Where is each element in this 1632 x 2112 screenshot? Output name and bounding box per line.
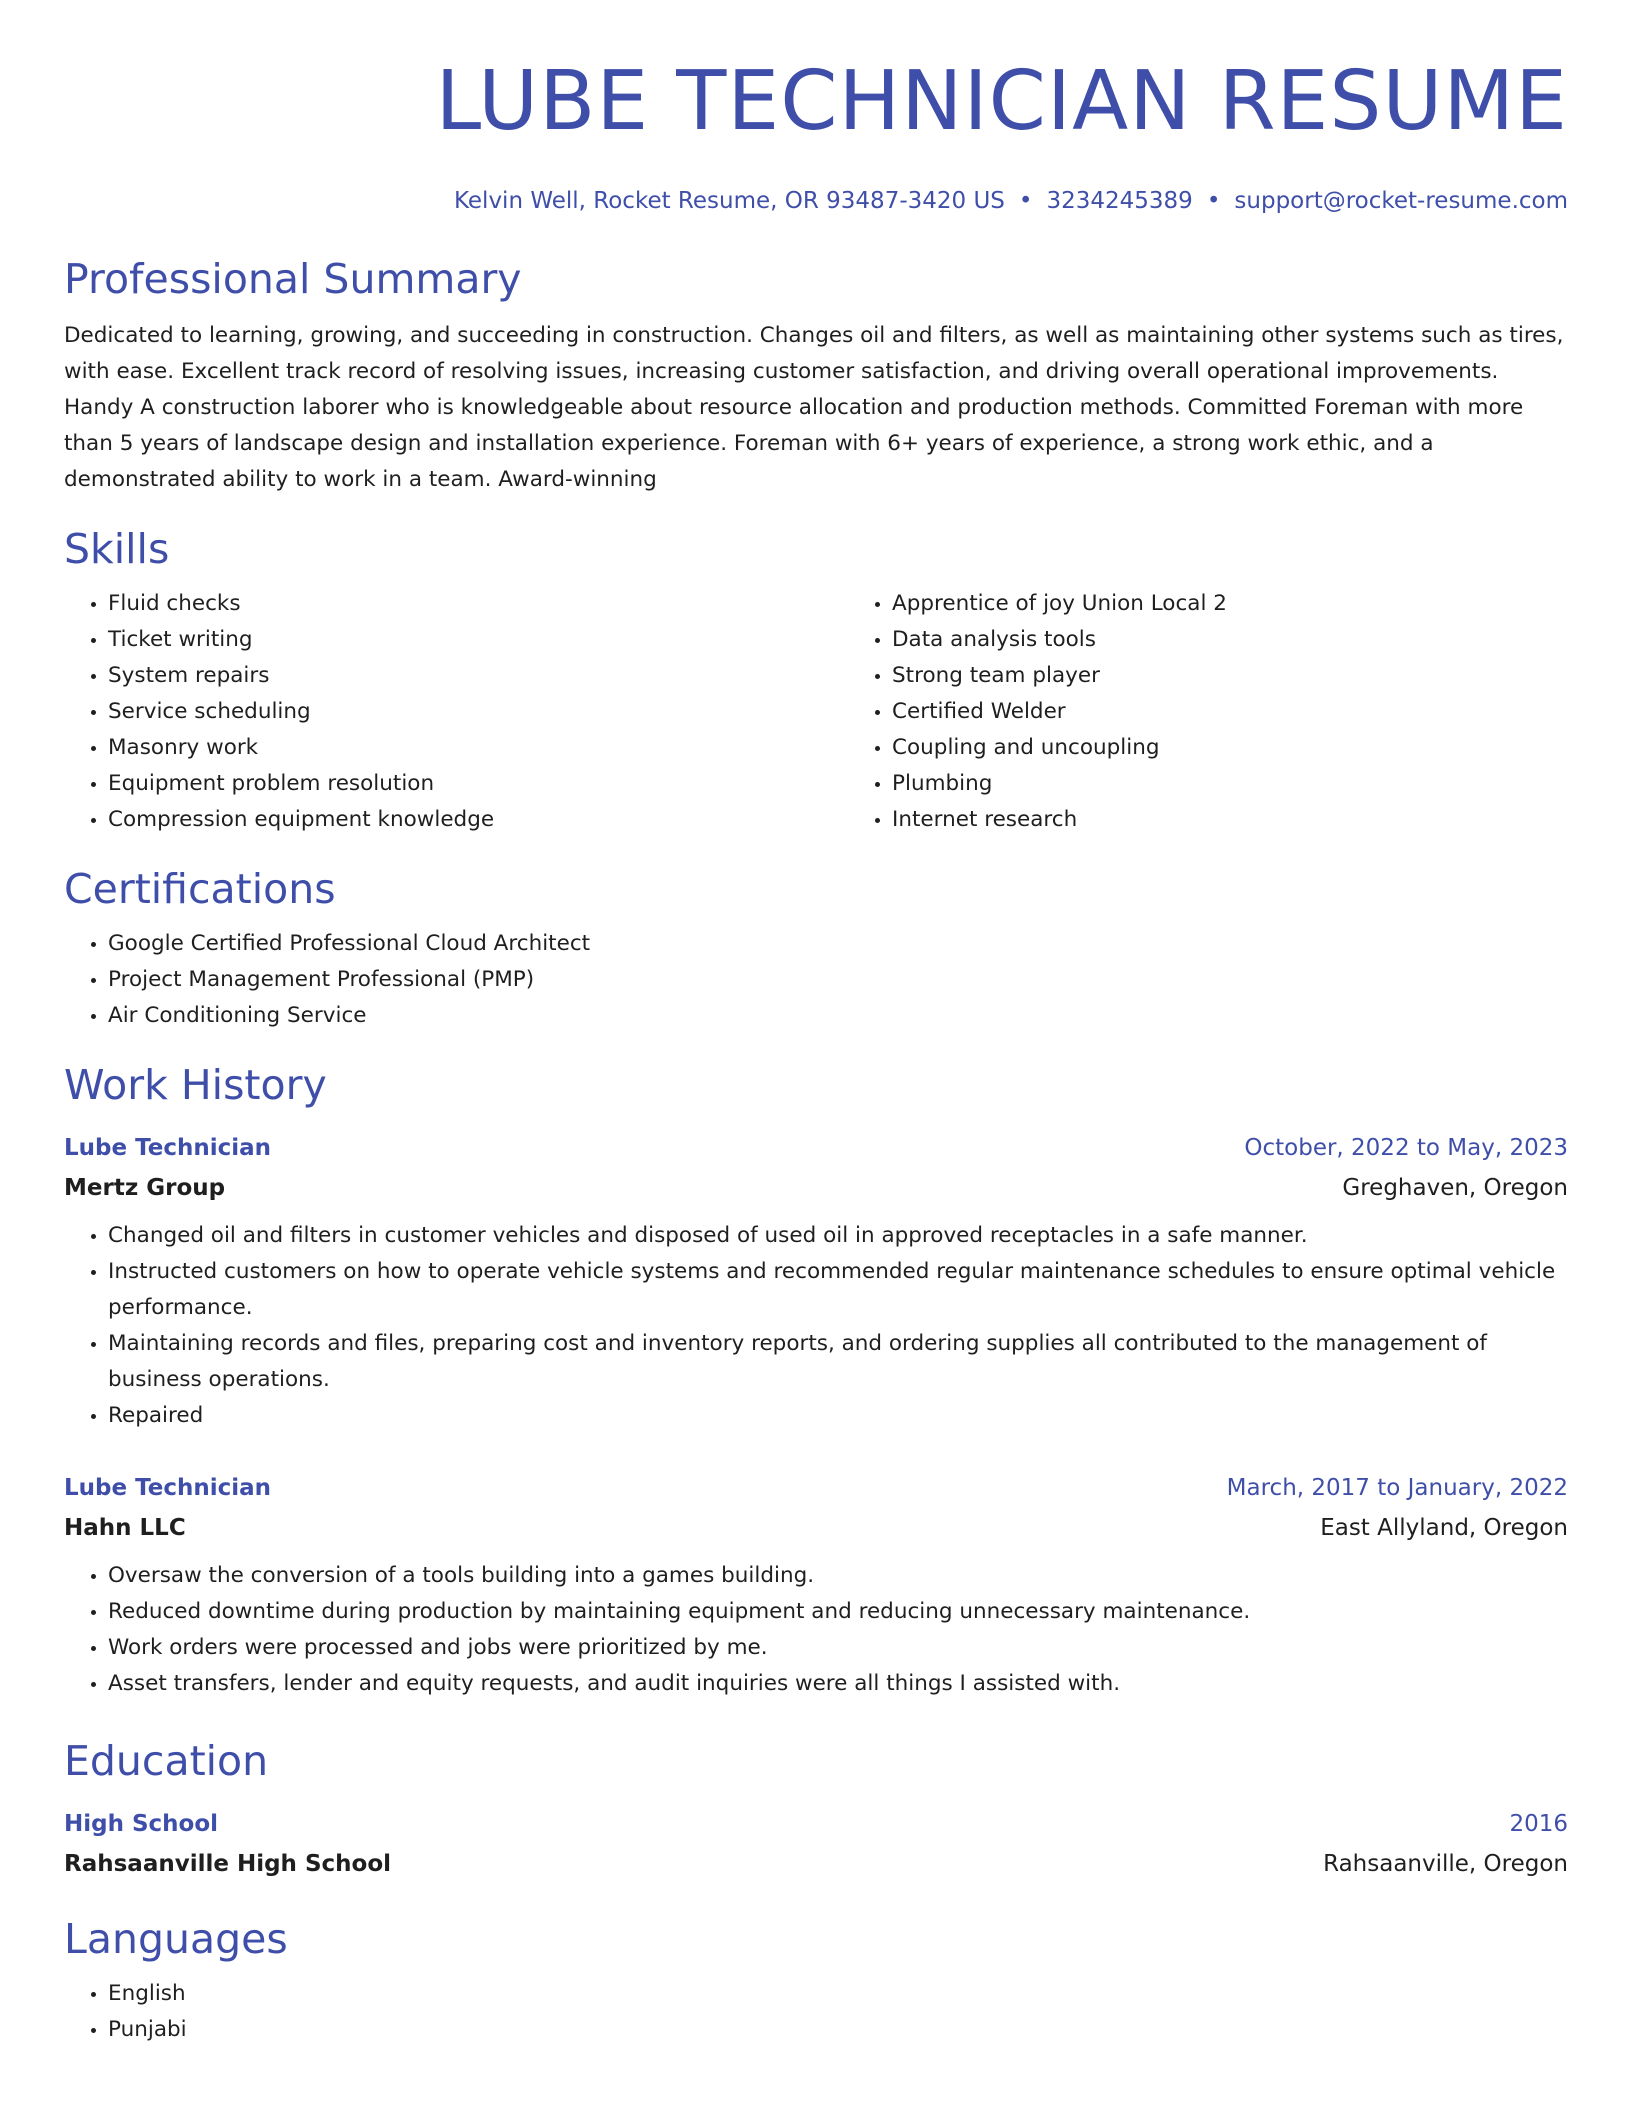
job-company-row (64, 1168, 1568, 1208)
job-entry (64, 1468, 1568, 1702)
resume-title: LUBE TECHNICIAN RESUME (435, 54, 1568, 149)
education-heading: Education (64, 1737, 269, 1785)
job-location: East Allyland, Oregon (1320, 1515, 1568, 1541)
skill-item: • Coupling and uncoupling (892, 730, 1632, 766)
languages-heading: Languages (64, 1915, 288, 1963)
skill-item: • Fluid checks (108, 586, 848, 622)
job-duties-list (64, 1558, 1568, 1702)
job-company: Hahn LLC (64, 1515, 186, 1541)
contact-line (64, 186, 1568, 216)
work-history-heading: Work History (64, 1061, 327, 1109)
language-item: • English (108, 1976, 1568, 2012)
job-header-row (64, 1128, 1568, 1168)
job-duty: • Reduced downtime during production by maintaining equipment and reducing unnecessary maintenance. (108, 1594, 1568, 1630)
skill-item: • Apprentice of joy Union Local 2 (892, 586, 1632, 622)
job-company-row (64, 1508, 1568, 1548)
education-school: Rahsaanville High School (64, 1851, 391, 1877)
education-header-row (64, 1804, 1568, 1844)
job-duty: • Instructed customers on how to operate vehicle systems and recommended regular maintenance schedules to ensure optimal vehicle performance. (108, 1254, 1568, 1326)
certifications-heading: Certifications (64, 865, 336, 913)
job-header-row (64, 1468, 1568, 1508)
certification-item: • Google Certified Professional Cloud Architect (108, 926, 1568, 962)
certifications-list (64, 926, 1568, 1034)
skill-item: • Internet research (892, 802, 1632, 838)
languages-list (64, 1976, 1568, 2048)
summary-heading: Professional Summary (64, 255, 522, 303)
skill-item: • Certified Welder (892, 694, 1632, 730)
job-duty: • Maintaining records and files, preparing cost and inventory reports, and ordering supplies all contributed to the management of business operations. (108, 1326, 1568, 1398)
contact-phone: 3234245389 (1046, 188, 1193, 214)
job-dates: March, 2017 to January, 2022 (1226, 1475, 1568, 1501)
language-item: • Punjabi (108, 2012, 1568, 2048)
skill-item: • Plumbing (892, 766, 1632, 802)
job-duties-list (64, 1218, 1568, 1434)
job-duty: • Oversaw the conversion of a tools building into a games building. (108, 1558, 1568, 1594)
job-entry (64, 1128, 1568, 1434)
skill-item: • Strong team player (892, 658, 1632, 694)
job-duty: • Changed oil and filters in customer vehicles and disposed of used oil in approved receptacles in a safe manner. (108, 1218, 1568, 1254)
skills-columns (64, 574, 1568, 838)
education-location: Rahsaanville, Oregon (1323, 1851, 1568, 1877)
job-location: Greghaven, Oregon (1342, 1175, 1568, 1201)
job-company: Mertz Group (64, 1175, 226, 1201)
skills-list-right (848, 586, 1632, 838)
job-duty: • Work orders were processed and jobs were prioritized by me. (108, 1630, 1568, 1666)
contact-address: Kelvin Well, Rocket Resume, OR 93487-3420 US (453, 188, 1005, 214)
skills-heading: Skills (64, 525, 170, 573)
contact-separator: • (1018, 188, 1033, 214)
skill-item: • Data analysis tools (892, 622, 1632, 658)
certification-item: • Air Conditioning Service (108, 998, 1568, 1034)
skill-item: • Ticket writing (108, 622, 848, 658)
job-duty: • Asset transfers, lender and equity requests, and audit inquiries were all things I assisted with. (108, 1666, 1568, 1702)
certification-item: • Project Management Professional (PMP) (108, 962, 1568, 998)
job-title: Lube Technician (64, 1135, 272, 1161)
skills-list-left (64, 586, 848, 838)
education-year: 2016 (1509, 1811, 1568, 1837)
skill-item: • Masonry work (108, 730, 848, 766)
education-entry (64, 1804, 1568, 1884)
skill-item: • Equipment problem resolution (108, 766, 848, 802)
skill-item: • Compression equipment knowledge (108, 802, 848, 838)
skill-item: • Service scheduling (108, 694, 848, 730)
contact-email[interactable]: support@rocket-resume.com (1234, 188, 1568, 214)
education-school-row (64, 1844, 1568, 1884)
job-duty: • Repaired (108, 1398, 1568, 1434)
contact-separator: • (1206, 188, 1221, 214)
job-title: Lube Technician (64, 1475, 272, 1501)
job-dates: October, 2022 to May, 2023 (1244, 1135, 1568, 1161)
summary-text: Dedicated to learning, growing, and succeeding in construction. Changes oil and filters, as well as maintaining other systems such as tires, with ease. Excellent track record of resolving issues, increasing customer satisfaction, and driving overall operational improvements. Handy A construction laborer who is knowledgeable about resource allocation and production methods. Committed Foreman with more than 5 years of landscape design and installation experience. Foreman with 6+ years of experience, a strong work ethic, and a demonstrated ability to work in a team. Award-winning (64, 323, 1564, 492)
education-degree: High School (64, 1811, 219, 1837)
skill-item: • System repairs (108, 658, 848, 694)
